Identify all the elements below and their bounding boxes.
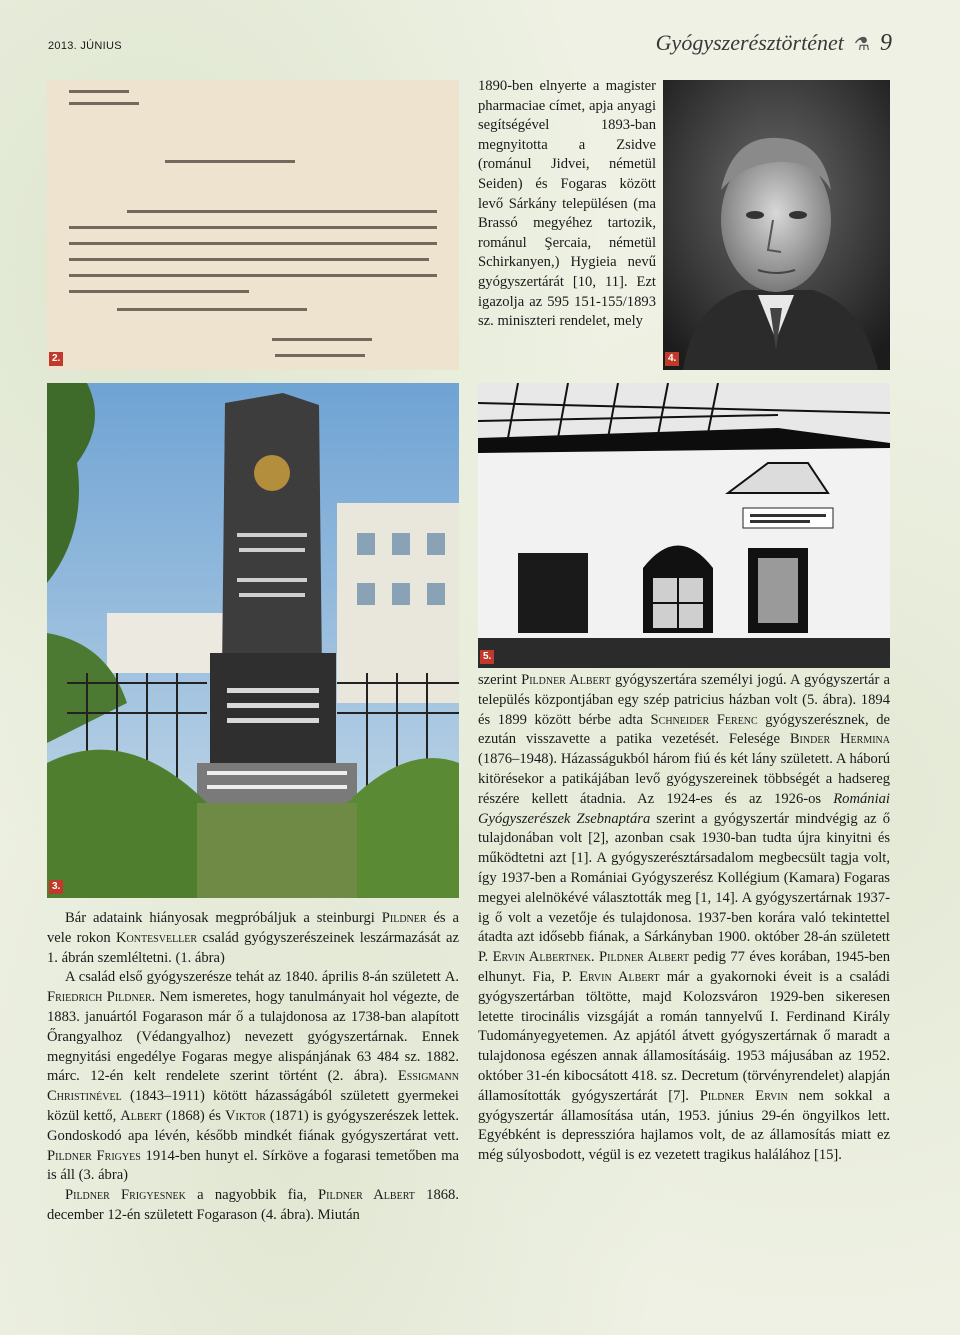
doc-line	[117, 308, 307, 311]
figure-label: 2.	[49, 352, 63, 366]
intro-paragraph: 1890-ben elnyerte a magister pharmaciae címet, apja anyagi segítségével 1893-ban megnyitotta a Zsidve (románul Jidvei, németül Seiden) és Fogaras között levő Sárkány településen (ma Brassó megyéhez tartozik, románul Şercaia, németül Schirkanyen,) Hygieia nevű gyógyszertárát [10, 11]. Ezt igazolja az 595 151-155/1893 sz. miniszteri rendelet, mely	[478, 78, 656, 330]
name-pildner-frigyes: Pildner Frigyesnek	[65, 1187, 186, 1204]
doc-line	[165, 160, 295, 163]
name-binder-hermina: Binder Hermina	[789, 731, 890, 748]
name-albert: Albert	[120, 1107, 162, 1124]
doc-line	[127, 210, 437, 213]
publication-title: Romániai Gyógyszerészek Zsebnaptára	[478, 790, 890, 827]
gravestone-illustration	[47, 383, 459, 898]
text-run: nem sokkal a gyógyszertár államosítása után, 1953. június 29-én öngyilkos lett. Egyébként is depresszióra hajlamos volt, de az államosítás miatt ez még súlyosbodott, végül is ez vezetett tragikus halálához [15].	[478, 1087, 891, 1164]
doc-line	[275, 354, 365, 357]
mortar-pestle-icon: ⚗	[853, 34, 870, 54]
text-run: (1871) is gyógyszerészek lettek. Gondoskodó apa lévén, később mindkét fiának gyógyszertárat vett.	[47, 1107, 459, 1144]
name-pildner-ervin: Pildner Ervin	[699, 1087, 788, 1104]
figure-2-document-image	[47, 80, 459, 370]
text-run: (1843–1911) kötött házasságából született gyermekei közül kettő,	[47, 1088, 459, 1124]
paragraph	[47, 909, 459, 968]
doc-line	[272, 338, 372, 341]
paragraph	[478, 671, 890, 1166]
name-pildner-albert: Pildner Albert	[318, 1187, 415, 1204]
text-run: gyógyszertára személyi jogú. A gyógyszertár a település központjában egy szép patricius házban volt (5. ábra). 1894 és 1899 között bérbe adta	[478, 672, 890, 728]
name-a-friedrich-pildner: A. Friedrich Pildner.	[47, 969, 459, 1006]
figure-label: 3.	[49, 880, 63, 894]
doc-line	[69, 90, 129, 93]
name-p-ervin-albert: P. Ervin Albertnek.	[478, 949, 595, 966]
text-run: pedig 77 éves korában, 1945-ben elhunyt. Fia,	[478, 949, 891, 985]
figure-4-portrait-image	[663, 80, 890, 370]
text-run: a nagyobbik fia,	[185, 1187, 319, 1204]
text-run: Bár adataink hiányosak megpróbáljuk a steinburgi	[65, 910, 382, 926]
figure-3-gravestone-image	[47, 383, 459, 898]
text-run: szerint a gyógyszertár mindvégig az ő tulajdonában volt [2], azonban csak 1930-ban tudta újra kinyitni és működtetni azt [1]. A gyógyszerésztársadalom megbecsült tagja volt, így 1937-ben a Romániai Gyógyszerész Kollégium (Kamara) Fogaras megyei alelnökévé választották meg [1, 14]. A gyógyszertárnak 1937-ig ő volt a vezetője és tulajdonosa. 1937-ben korára való tekintettel átadta azt idősebb fiának, a Sárkányban 1900. október 28-án született	[478, 810, 890, 946]
name-viktor: Viktor	[224, 1107, 266, 1124]
name-pildner-frigyes: Pildner Frigyes	[47, 1147, 141, 1164]
name-pildner: Pildner	[381, 910, 427, 926]
page-number: 9	[880, 30, 892, 56]
text-run: család gyógyszerészeinek leszármazását az 1. ábrán szemléltetni. (1. ábra)	[47, 929, 459, 966]
left-column-text	[47, 909, 459, 1226]
text-run: A család első gyógyszerésze tehát az 1840. április 8-án született	[65, 969, 445, 986]
text-run: szerint	[478, 672, 522, 688]
name-schneider-ferenc: Schneider Ferenc	[650, 711, 758, 728]
portrait-illustration	[663, 80, 890, 370]
running-header	[656, 30, 892, 57]
text-run: és a vele rokon	[47, 910, 459, 946]
figure-label: 4.	[665, 352, 679, 366]
doc-line	[69, 102, 139, 105]
name-p-ervin-albert: P. Ervin Albert	[561, 968, 660, 985]
text-run: (1876–1948). Házasságukból három fiú és két lány született. A háború kitörésekor a patikájában levő gyógyszereinek többségét a hadsereg részére kellett átadnia. Az 1924-es és az 1926-os	[478, 751, 890, 807]
doc-line	[69, 242, 437, 245]
doc-line	[69, 274, 437, 277]
paragraph	[47, 968, 459, 1186]
name-kontesveller: Kontesveller	[115, 929, 198, 946]
name-pildner-albert: Pildner Albert	[599, 949, 690, 966]
text-run: gyógyszerésznek, de ezután visszavette a patika vezetését. Felesége	[478, 711, 891, 748]
name-pildner-albert: Pildner Albert	[521, 672, 611, 688]
doc-line	[69, 290, 249, 293]
section-title: Gyógyszerésztörténet	[655, 30, 844, 55]
doc-line	[69, 258, 429, 261]
paragraph	[47, 1186, 459, 1226]
text-run: már a gyakornoki éveit is a családi gyógyszertárban töltötte, majd Kolozsváron 1929-ben sikeresen letette tirocinális vizsgáját a román tannyelvű I. Ferdinand Király Tudományegyetemen. Az apjától átvett gyógyszertárnak ő maradt a tulajdonosa egészen annak államosításáig. 1953 májusában az 1952. október 31-én kibocsátott 418. sz. Decretum (törvényrendelet) alapján államosították gyógyszertárát [7].	[478, 968, 890, 1104]
doc-line	[69, 226, 437, 229]
issue-date: 2013. JÚNIUS	[48, 40, 122, 52]
building-illustration	[478, 383, 890, 668]
text-run: 1914-ben hunyt el. Sírköve a fogarasi temetőben ma is áll (3. ábra)	[47, 1147, 459, 1184]
text-run: 1868. december 12-én született Fogarason (4. ábra). Miután	[47, 1187, 459, 1223]
figure-label: 5.	[480, 650, 494, 664]
right-column-text	[478, 671, 890, 1166]
text-run: Nem ismeretes, hogy tanulmányait hol végezte, de 1883. januártól Fogarason már ő a tulajdonosa az 1738-ban alapított Őrangyalhoz (Védangyalhoz) nevezett gyógyszertárnak. Ennek megnyitási engedélye Fogaras megye alispánjának 63 484 sz. 1882. márc. 12-én kelt rendelete szerint történt (2. ábra).	[47, 989, 459, 1085]
name-essigmann-christine: Essigmann Christinével	[47, 1068, 459, 1105]
figure-5-pharmacy-building-image	[478, 383, 890, 668]
text-run: (1868) és	[161, 1107, 225, 1124]
